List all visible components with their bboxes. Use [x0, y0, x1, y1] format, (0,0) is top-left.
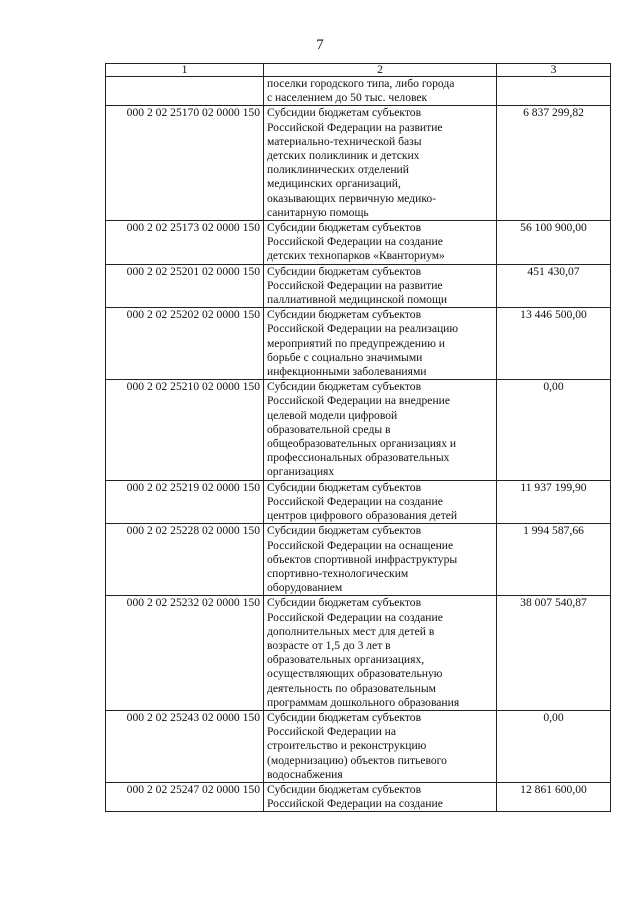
description-line: Субсидии бюджетам субъектов — [267, 596, 422, 610]
description-line: (модернизацию) объектов питьевого — [267, 753, 447, 767]
description-line: осуществляющих образовательную — [267, 667, 443, 681]
description-line: Российской Федерации на создание — [267, 494, 443, 508]
description-cell — [264, 480, 497, 524]
page-number: 7 — [316, 37, 324, 53]
description-cell — [264, 524, 497, 596]
description-line: возрасте от 1,5 до 3 лет в — [267, 638, 391, 652]
column-header-description: 2 — [264, 64, 497, 77]
description-line: Субсидии бюджетам субъектов — [267, 106, 422, 120]
description-line: паллиативной медицинской помощи — [267, 293, 448, 307]
description-line: Субсидии бюджетам субъектов — [267, 480, 422, 494]
description-cell — [264, 710, 497, 782]
description-line: Российской Федерации на оснащение — [267, 538, 454, 552]
description-line: оборудованием — [267, 581, 343, 595]
table-row — [106, 710, 611, 782]
budget-code-cell: 000 2 02 25202 02 0000 150 — [106, 308, 264, 380]
description-line: объектов спортивной инфраструктуры — [267, 552, 458, 566]
description-line: мероприятий по предупреждению и — [267, 336, 445, 350]
description-line: Российской Федерации на развитие — [267, 120, 443, 134]
description-line: Российской Федерации на реализацию — [267, 322, 459, 336]
budget-code-cell: 000 2 02 25243 02 0000 150 — [106, 710, 264, 782]
amount-cell — [497, 77, 611, 106]
description-line: Российской Федерации на — [267, 725, 397, 739]
table-row — [106, 77, 611, 106]
description-line: образовательной среды в — [267, 422, 391, 436]
column-header-code: 1 — [106, 64, 264, 77]
description-line: Субсидии бюджетам субъектов — [267, 710, 422, 724]
amount-cell: 0,00 — [497, 380, 611, 480]
description-line: общеобразовательных организациях и — [267, 437, 457, 451]
table-row — [106, 106, 611, 221]
description-line: профессиональных образовательных — [267, 451, 450, 465]
description-cell — [264, 221, 497, 265]
table-row — [106, 480, 611, 524]
description-line: Субсидии бюджетам субъектов — [267, 308, 422, 322]
description-line: детских технопарков «Кванториум» — [267, 249, 445, 263]
table-row — [106, 380, 611, 480]
description-line: строительство и реконструкцию — [267, 739, 427, 753]
amount-cell: 451 430,07 — [497, 264, 611, 308]
budget-code-cell — [106, 77, 264, 106]
description-line: инфекционными заболеваниями — [267, 365, 427, 379]
table-row — [106, 782, 611, 811]
budget-code-cell: 000 2 02 25170 02 0000 150 — [106, 106, 264, 221]
description-line: поселки городского типа, либо города — [267, 77, 455, 90]
description-line: образовательных организациях, — [267, 653, 425, 667]
description-line: центров цифрового образования детей — [267, 509, 458, 523]
table-body — [106, 77, 611, 812]
amount-cell: 6 837 299,82 — [497, 106, 611, 221]
description-cell — [264, 264, 497, 308]
description-line: материально-технической базы — [267, 134, 422, 148]
description-cell — [264, 380, 497, 480]
column-header-amount: 3 — [497, 64, 611, 77]
table-header-row — [106, 64, 611, 77]
description-line: медицинских организаций, — [267, 177, 401, 191]
description-line: целевой модели цифровой — [267, 408, 398, 422]
description-cell — [264, 782, 497, 811]
description-cell — [264, 77, 497, 106]
table-row — [106, 308, 611, 380]
budget-code-cell: 000 2 02 25201 02 0000 150 — [106, 264, 264, 308]
description-line: Российской Федерации на создание — [267, 610, 443, 624]
amount-cell: 12 861 600,00 — [497, 782, 611, 811]
description-line: организациях — [267, 465, 335, 479]
amount-cell: 38 007 540,87 — [497, 596, 611, 711]
amount-cell: 1 994 587,66 — [497, 524, 611, 596]
budget-code-cell: 000 2 02 25210 02 0000 150 — [106, 380, 264, 480]
table-row — [106, 221, 611, 265]
table-row — [106, 524, 611, 596]
description-line: водоснабжения — [267, 767, 343, 781]
description-line: Российской Федерации на внедрение — [267, 394, 451, 408]
description-cell — [264, 106, 497, 221]
table-row — [106, 264, 611, 308]
description-cell — [264, 596, 497, 711]
description-line: Российской Федерации на создание — [267, 235, 443, 249]
budget-table — [105, 63, 611, 812]
description-line: поликлинических отделений — [267, 163, 409, 177]
description-line: деятельность по образовательным — [267, 681, 436, 695]
description-cell — [264, 308, 497, 380]
description-line: дополнительных мест для детей в — [267, 624, 435, 638]
budget-code-cell: 000 2 02 25228 02 0000 150 — [106, 524, 264, 596]
budget-code-cell: 000 2 02 25247 02 0000 150 — [106, 782, 264, 811]
budget-code-cell: 000 2 02 25219 02 0000 150 — [106, 480, 264, 524]
description-line: Субсидии бюджетам субъектов — [267, 221, 422, 235]
description-line: Субсидии бюджетам субъектов — [267, 264, 422, 278]
budget-code-cell: 000 2 02 25173 02 0000 150 — [106, 221, 264, 265]
description-line: Российской Федерации на развитие — [267, 278, 443, 292]
description-line: с населением до 50 тыс. человек — [267, 91, 428, 105]
amount-cell: 56 100 900,00 — [497, 221, 611, 265]
description-line: Российской Федерации на создание — [267, 797, 443, 811]
description-line: санитарную помощь — [267, 205, 369, 219]
description-line: программам дошкольного образования — [267, 695, 460, 709]
amount-cell: 13 446 500,00 — [497, 308, 611, 380]
budget-code-cell: 000 2 02 25232 02 0000 150 — [106, 596, 264, 711]
table-row — [106, 596, 611, 711]
description-line: детских поликлиник и детских — [267, 149, 420, 163]
amount-cell: 0,00 — [497, 710, 611, 782]
description-line: спортивно-технологическим — [267, 566, 409, 580]
description-line: оказывающих первичную медико- — [267, 191, 437, 205]
amount-cell: 11 937 199,90 — [497, 480, 611, 524]
description-line: Субсидии бюджетам субъектов — [267, 380, 422, 394]
description-line: Субсидии бюджетам субъектов — [267, 782, 422, 796]
description-line: Субсидии бюджетам субъектов — [267, 524, 422, 538]
description-line: борьбе с социально значимыми — [267, 350, 423, 364]
